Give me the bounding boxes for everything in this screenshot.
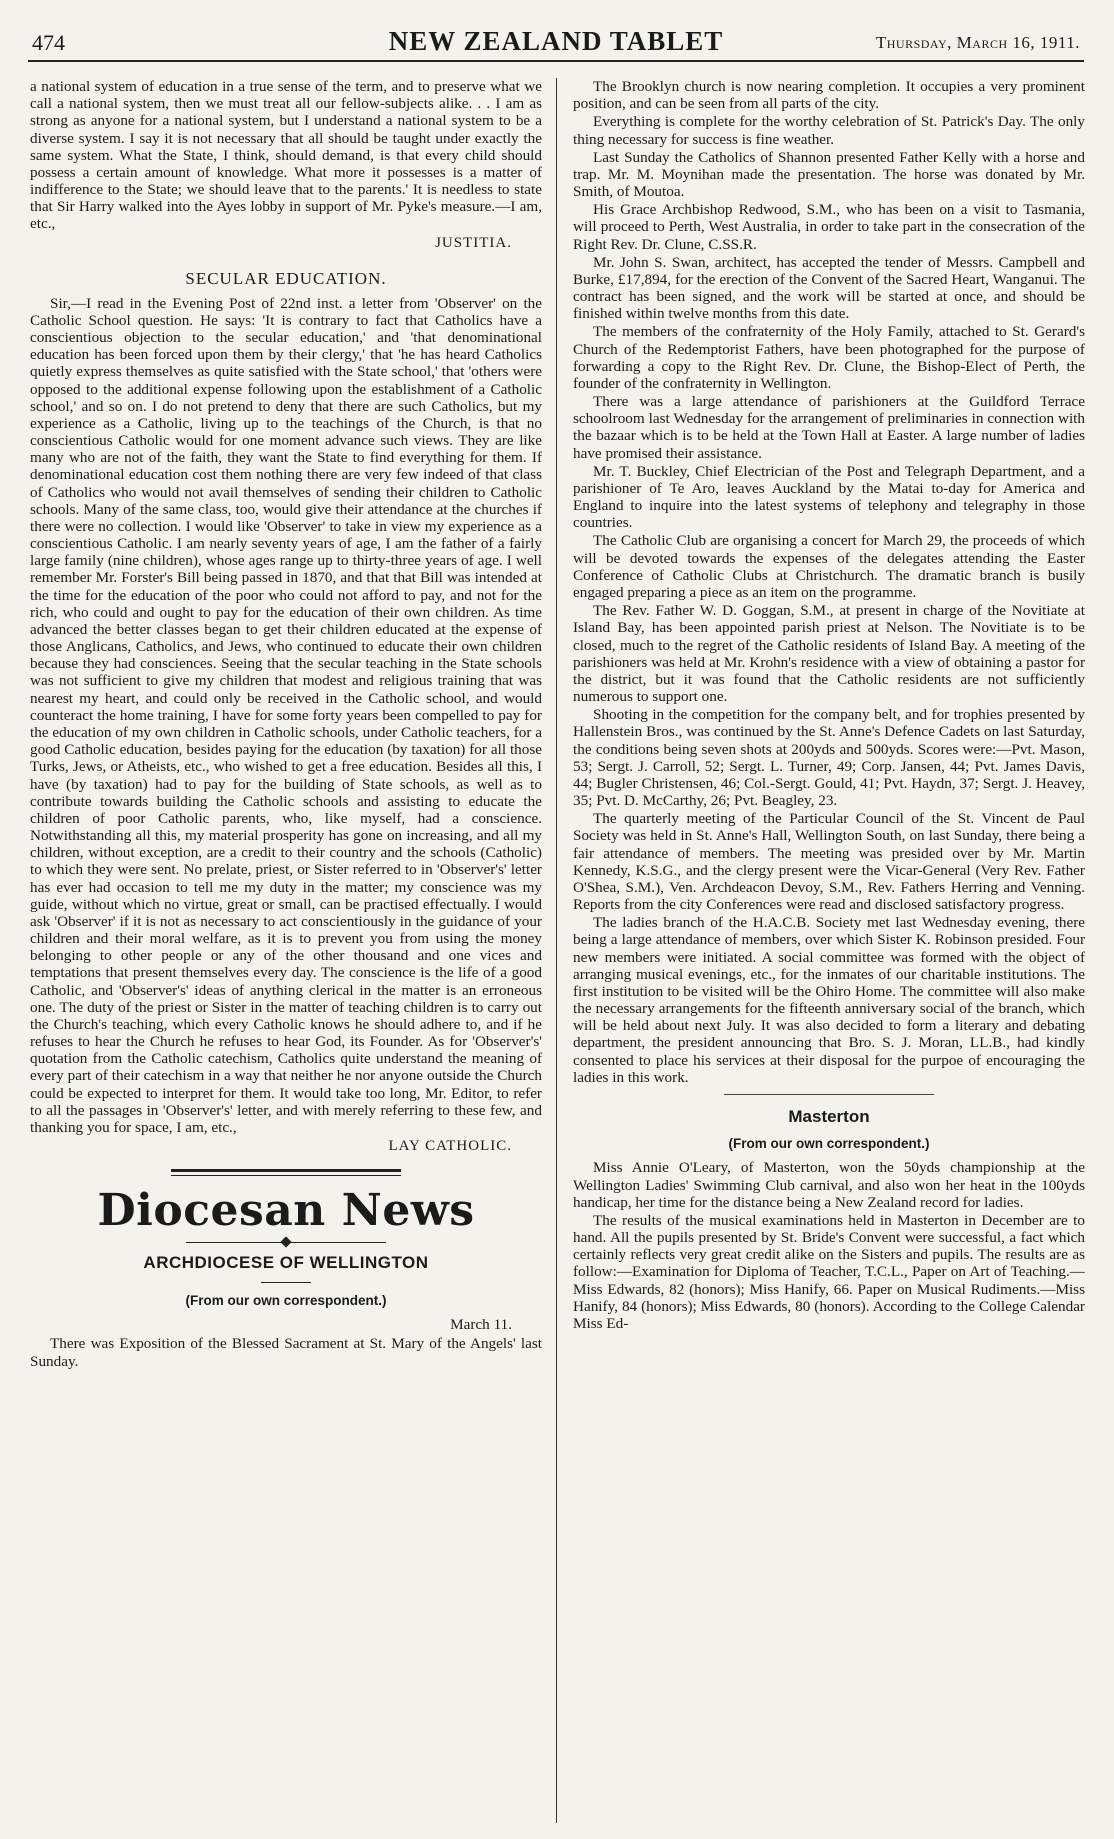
dateline: March 11. (450, 1316, 512, 1334)
news-paragraph: The Catholic Club are organising a concert for March 29, the proceeds of which will be devoted towards the expenses of the delegates attending the Easter Conference of Catholic Clubs at Christchurch. The dramatic branch is busily engaged preparing a piece as an item on the programme. (573, 532, 1085, 601)
news-paragraph: Everything is complete for the worthy celebration of St. Patrick's Day. The only thing necessary for success is fine weather. (573, 113, 1085, 148)
letter-paragraph: a national system of education in a true sense of the term, and to preserve what we call a national system, then we must treat all our fellow-subjects alike. . . I am as strong as anyone for a national system, but I understand a national system to be a diverse system. I say it is not necessary that all should be taught under exactly the same system. What the State, I think, should demand, is that every child should possess a certain amount of knowledge. What more it possesses is a matter of indifference to the State; we should leave that to the parents.' It is needless to state that Sir Harry walked into the Ayes lobby in support of Mr. Pyke's measure.—I am, etc., (30, 78, 542, 233)
signature-lay-catholic: LAY CATHOLIC. (388, 1138, 512, 1155)
news-paragraph: Mr. John S. Swan, architect, has accepted the tender of Messrs. Campbell and Burke, £17,894, for the erection of the Convent of the Sacred Heart, Wanganui. The contract has been signed, and the work will be started at once, and should be finished within twelve months from this date. (573, 253, 1085, 323)
news-paragraph: There was Exposition of the Blessed Sacrament at St. Mary of the Angels' last Sunday. (30, 1335, 542, 1370)
page-number: 474 (32, 30, 65, 55)
section-rule (171, 1169, 401, 1176)
section-rule (724, 1094, 934, 1095)
newspaper-title: NEW ZEALAND TABLET (388, 26, 724, 56)
letter-paragraph: Sir,—I read in the Evening Post of 22nd inst. a letter from 'Observer' on the Catholic School question. He says: 'It is contrary to fact that Catholics have a conscientious objection to the secular education,' and 'that denominational education has been forced upon them by their clergy,' that 'he has heard Catholics quietly express themselves as quite satisfied with the State school,' that 'others were opposed to the additional expense following upon the establishment of a Catholic school,' and so on. I do not pretend to deny that there are such Catholics, but my experience as a Catholic, living up to the teachings of the Church, is that no conscientious Catholic would for one moment advance such views. They are like many who are not of the faith, they want the State to find everything for them. If denominational education cost them nothing there are very few indeed of that class of Catholics who would not avail themselves of sending their children to Catholic schools. Many of the same class, too, would give their attendance at the churches if there were no collection. I would like 'Observer' to take in view my experience as a conscientious Catholic. I am nearly seventy years of age, I am the father of a fairly large family (nine children), whose ages range up to thirty-three years of age. I well remember Mr. Forster's Bill being passed in 1870, and that that Bill was intended at the time for the education of the poor who could not afford to pay, and not for the rich, who could and ought to pay for the education of their own children. As time advanced the better classes began to get their children educated at the expense of those Anglicans, Catholics, and Jews, who continued to educate their own children because they had consciences. Seeing that the secular teaching in the State schools was not sufficient to give my children that modest and religious training that was nearest my heart, and could only be received in the Catholic school, and would counteract the home training, I have for some forty years been compelled to pay for the education of my own children in Catholic schools, under Catholic teachers, for a good Catholic education, besides paying for the education (by taxation) for all those Turks, Jews, or Atheists, etc., who wished to get a free education. Besides all this, I have (by taxation) had to pay for the building of State schools, as well as to contribute towards building the Catholic schools and assisting to educate the children of poor Catholic parents, who, like myself, had a conscience. Notwithstanding all this, my material prosperity has gone on increasing, and all my children, without exception, are a credit to their country and the schools (Catholic) to which they were sent. No prelate, priest, or Sister referred to in 'Observer's' letter has ever had occasion to tell me my duty in the matter; my conscience was my guide, without which no virtue, great or small, can be practised effectually. I would ask 'Observer' if it is not as necessary to act conscientiously in the guidance of your children and their moral welfare, as it is to prevent you from using the money belonging to other people or any of the other thousand and one vices and temptations that present themselves every day. The conscience is the life of a good Catholic, and 'Observer's' ideas of anything clerical in the matter is an erroneous one. The duty of the priest or Sister in the matter of teaching children is to carry out the Church's teaching, which every Catholic knows he should adhere to, and if he refuses to hear the Church he refuses to hear God, its Founder. As for 'Observer's' quotation from the Catholic catechism, Catholics quite understand the meaning of every part of their catechism in a way that neither he nor anyone outside the Church could be expected to interpret for them. It would take too long, Mr. Editor, to refer to all the passages in 'Observer's' letter, and with merely referring to these few, and thanking you for space, I am, etc., (30, 294, 542, 1136)
news-paragraph: The ladies branch of the H.A.C.B. Society met last Wednesday evening, there being a large attendance of members, over which Sister K. Robinson presided. Four new members were initiated. A social committee was formed with the object of arranging musical evenings, etc., for the inmates of our charitable institutions. The first institution to be visited will be the Ohiro Home. The committee will also make the necessary arrangements for the fifteenth anniversary social of the branch, which will be held about next July. It was also decided to form a literary and debating department, the president announcing that Bro. S. J. Moran, LL.B., had kindly consented to place his services at their disposal for the purpoe of encouraging the ladies in this work. (573, 914, 1085, 1086)
diocesan-news-title: Diocesan News (97, 1185, 475, 1237)
archdiocese-heading: ARCHDIOCESE OF WELLINGTON (143, 1252, 429, 1272)
news-paragraph: There was a large attendance of parishioners at the Guildford Terrace schoolroom last Wednesday for the arrangement of preliminaries in connection with the bazaar which is to be held at the Town Hall at Easter. A large number of ladies have promised their assistance. (573, 393, 1085, 462)
masterton-heading: Masterton (788, 1106, 870, 1126)
short-rule (261, 1282, 311, 1283)
letter-justitia (30, 78, 542, 251)
secular-education-heading: SECULAR EDUCATION. (185, 269, 387, 289)
correspondent-line: (From our own correspondent.) (185, 1292, 387, 1308)
news-paragraph: Shooting in the competition for the company belt, and for trophies presented by Hallenstein Bros., was continued by the St. Anne's Defence Cadets on last Saturday, the conditions being seven shots at 200yds and 500yds. Scores were:—Pvt. Mason, 53; Sergt. J. Carroll, 52; Sergt. L. Turner, 49; Corp. Jansen, 44; Pvt. James Davis, 44; Bugler Christensen, 46; Col.-Sergt. Gould, 41; Pvt. Haydn, 37; Sergt. J. Heavey, 35; Pvt. D. McCarthy, 26; Pvt. Beagley, 23. (573, 706, 1085, 810)
news-paragraph: The results of the musical examinations held in Masterton in December are to hand. All the pupils presented by St. Bride's Convent were successful, a fact which certainly reflects very great credit alike on the Sisters and pupils. The results are as follow:—Examination for Diploma of Teacher, T.C.L., Paper on Art of Teaching.—Miss Edwards, 82 (honors); Miss Hanify, 66. Paper on Musical Rudiments.—Miss Hanify, 84 (honors); Miss Edwards, 80 (honors). According to the College Calendar Miss Ed- (573, 1211, 1085, 1332)
news-paragraph: The Rev. Father W. D. Goggan, S.M., at present in charge of the Novitiate at Island Bay, has been appointed parish priest at Nelson. The Novitiate is to be closed, much to the regret of the Catholic residents of Island Bay. A meeting of the parishioners was held at Mr. Krohn's residence with a view of obtaining a pastor for the district, but it was found that the Catholic residents are not sufficiently numerous to support one. (573, 602, 1085, 706)
diamond-ornament (280, 1236, 291, 1247)
news-paragraph: Miss Annie O'Leary, of Masterton, won the 50yds championship at the Wellington Ladies' Swimming Club carnival, and also won her heat in the 100yds handicap, her time for the distance being a New Zealand record for ladies. (573, 1159, 1085, 1211)
masthead (28, 24, 1084, 62)
news-paragraph: The members of the confraternity of the Holy Family, attached to St. Gerard's Church of the Redemptorist Fathers, have been photographed for the purpose of forwarding a copy to the Right Rev. Dr. Clune, the Bishop-Elect of Perth, the founder of the confraternity in Wellington. (573, 323, 1085, 392)
correspondent-line: (From our own correspondent.) (728, 1136, 930, 1152)
left-column (30, 78, 542, 1823)
column-divider (556, 78, 557, 1823)
news-paragraph: The quarterly meeting of the Particular Council of the St. Vincent de Paul Society was held in St. Anne's Hall, Wellington South, on last Sunday, there being a fair attendance of members. The meeting was presided over by Mr. Martin Kennedy, K.S.G., and the clergy present were the Vicar-General (Very Rev. Father O'Shea, S.M.), Ven. Archdeacon Devoy, S.M., Rev. Fathers Herring and Venning. Reports from the city Conferences were read and disclosed satisfactory progress. (573, 810, 1085, 914)
news-paragraph: His Grace Archbishop Redwood, S.M., who has been on a visit to Tasmania, will proceed to Perth, West Australia, in order to take part in the consecration of the Right Rev. Dr. Clune, C.SS.R. (573, 201, 1085, 253)
right-column (573, 78, 1085, 1823)
issue-date: Thursday, March 16, 1911. (875, 33, 1080, 52)
news-paragraph: Mr. T. Buckley, Chief Electrician of the Post and Telegraph Department, and a parishioner of Te Aro, leaves Auckland by the Matai to-day for America and England to inquire into the latest systems of telephony and telegraphy in those countries. (573, 462, 1085, 532)
letter-lay-catholic (30, 295, 542, 1155)
ornament-rule (186, 1242, 386, 1243)
signature-justitia: JUSTITIA. (435, 234, 512, 251)
news-paragraph: Last Sunday the Catholics of Shannon presented Father Kelly with a horse and trap. Mr. M. Moynihan made the presentation. The horse was donated by Mr. Smith, of Moutoa. (573, 148, 1085, 201)
news-paragraph: The Brooklyn church is now nearing completion. It occupies a very prominent position, and can be seen from all parts of the city. (573, 78, 1085, 113)
